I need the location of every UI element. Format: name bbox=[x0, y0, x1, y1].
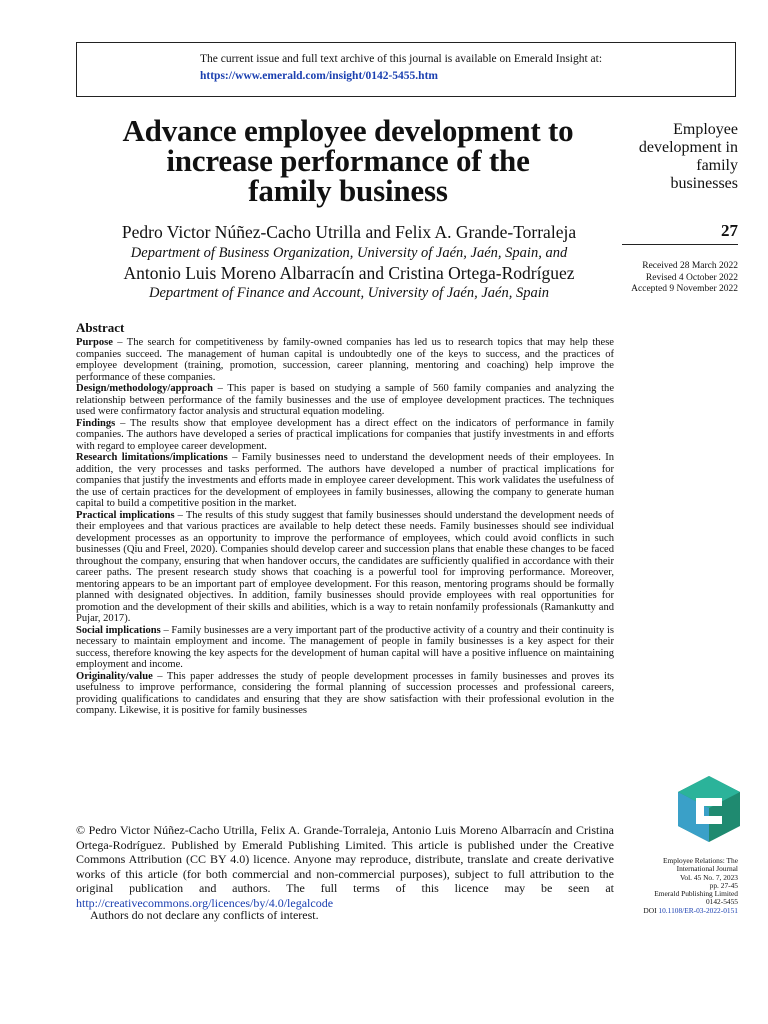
revised-date: Revised 4 October 2022 bbox=[645, 272, 738, 283]
journal-doi bbox=[600, 907, 738, 915]
journal-info bbox=[600, 857, 738, 915]
copyright-notice bbox=[76, 823, 614, 911]
article-dates bbox=[600, 261, 738, 296]
copyright-text: © Pedro Victor Núñez-Cacho Utrilla, Felix A. Grande-Torraleja, Antonio Luis Moreno Albarracín and Cristina Ortega-Rodríguez. Published by Emerald Publishing Limited. This article is published under the Creative Commons Attribution (CC BY 4.0) licence. Anyone may reproduce, distribute, translate and create derivative works of this article (for both commercial and non-commercial purposes), subject to full attribution to the original publication and authors. The full terms of this licence may be seen at bbox=[76, 823, 614, 896]
licence-link[interactable]: http://creativecommons.org/licences/by/4.0/legalcode bbox=[76, 895, 334, 910]
page-number: 27 bbox=[721, 221, 738, 240]
journal-name-line: International Journal bbox=[676, 864, 738, 874]
title-line-3: family business bbox=[248, 173, 448, 208]
abstract-practical bbox=[76, 510, 614, 625]
journal-volume: Vol. 45 No. 7, 2023 bbox=[680, 872, 738, 882]
running-title bbox=[620, 121, 738, 193]
received-date: Received 28 March 2022 bbox=[642, 261, 738, 271]
title-line-2: increase performance of the bbox=[166, 143, 530, 178]
abstract-limitations bbox=[76, 452, 614, 510]
running-title-line: Employee bbox=[673, 121, 738, 138]
doi-prefix: DOI bbox=[643, 905, 659, 915]
crossref-logo-icon[interactable] bbox=[678, 776, 740, 842]
affiliation-2: Department of Finance and Account, University of Jaén, Jaén, Spain bbox=[149, 285, 549, 301]
abstract-findings bbox=[76, 418, 614, 453]
social-label: Social implications bbox=[76, 624, 161, 636]
abstract-body bbox=[76, 337, 614, 717]
authors-line-2: Antonio Luis Moreno Albarracín and Cristina Ortega-Rodríguez bbox=[123, 263, 575, 283]
journal-issn: 0142-5455 bbox=[705, 897, 738, 907]
affiliation-1: Department of Business Organization, University of Jaén, Jaén, Spain, and bbox=[130, 245, 568, 261]
abstract-originality bbox=[76, 671, 614, 717]
article-title bbox=[70, 113, 626, 208]
running-title-line: businesses bbox=[670, 175, 738, 192]
title-line-1: Advance employee development to bbox=[122, 113, 574, 148]
findings-label: Findings bbox=[76, 417, 116, 429]
conflict-statement: Authors do not declare any conflicts of interest. bbox=[90, 908, 319, 922]
journal-notice-box bbox=[76, 42, 736, 97]
running-title-line: family bbox=[696, 157, 738, 174]
accepted-date: Accepted 9 November 2022 bbox=[631, 284, 738, 294]
purpose-text: – The search for competitiveness by family-owned companies has led us to research topics that may help these companies succeed. The management of human capital is undoubtedly one of the keys to success, and the practices of employee development (training, promotion, succession, career planning, mentoring and coaching) help improve the performance of these companies. bbox=[76, 337, 614, 383]
doi-link[interactable]: 10.1108/ER-03-2022-0151 bbox=[658, 905, 738, 915]
limitations-label: Research limitations/implications bbox=[76, 452, 228, 463]
authors-line-1: Pedro Victor Núñez-Cacho Utrilla and Felix A. Grande-Torraleja bbox=[121, 222, 577, 242]
abstract-social bbox=[76, 625, 614, 671]
journal-name-line: Employee Relations: The bbox=[663, 856, 738, 865]
running-title-line: development in bbox=[638, 139, 738, 156]
findings-text: – The results show that employee development has a direct effect on the indicators of performance in family companies. The authors have developed a series of practical implications for companies that justify investments in and efforts with regard to employee career development. bbox=[76, 417, 614, 452]
originality-text: – This paper addresses the study of people development processes in family businesses and proves its usefulness to improve performance, considering the formal planning of succession processes and professional careers, providing qualifications to candidates and ensuring that they are show satisfaction with their professional evolution in the company. Likewise, it is positive for family businesses bbox=[76, 670, 614, 716]
sidebar-divider bbox=[622, 244, 738, 245]
purpose-label: Purpose bbox=[76, 337, 113, 348]
social-text: – Family businesses are a very important part of the productive activity of a country and their continuity is necessary to maintain employment and income. The management of people in family businesses is a key aspect for their success, therefore knowing the key aspects for the development of human capital will have a positive influence on maintaining employment and income. bbox=[76, 624, 614, 670]
originality-label: Originality/value bbox=[76, 670, 153, 682]
notice-text: The current issue and full text archive of this journal is available on Emerald Insight at: bbox=[200, 53, 603, 65]
practical-text: – The results of this study suggest that family businesses should understand the development needs of their employees and that various practices are available to help detect these needs. Family businesses should see individual development processes as an opportunity to improve the performance of employees, which could avoid conflicts in such businesses (Qiu and Freel, 2020). Companies should develop career and succession plans that enable these changes to be faced throughout the company, ensuring that when handover occurs, the candidates are sufficiently qualified in accordance with their career paths. The present research study shows that coaching is a powerful tool for improving performance. Moreover, mentoring appears to be an important part of employee development. For this reason, mentoring programs should be formally planned with designated objectives. In addition, family businesses should provide employees with real opportunities for promotion and the development of their skills and abilities, which is a way to retain nonfamily professionals (Ramankutty and Pujar, 2017). bbox=[76, 509, 614, 624]
design-text: – This paper is based on studying a sample of 560 family companies and analyzing the relationship between performance of the family businesses and the use of employee development practices. The techniques used were confirmatory factor analysis and structural equation modeling. bbox=[76, 383, 614, 417]
journal-publisher: Emerald Publishing Limited bbox=[654, 889, 738, 899]
design-label: Design/methodology/approach bbox=[76, 383, 213, 394]
abstract-heading: Abstract bbox=[76, 320, 125, 335]
abstract-design bbox=[76, 383, 614, 418]
limitations-text: – Family businesses need to understand the development needs of their employees. In addition, the very processes and tasks performed. The authors have developed a number of practical implications for companies that justify the investments and efforts made in employee career development. This work validates the usefulness of the use of certain practices for the development of employees in family businesses, allowing the company to generate human capital to build a competitive position in the market. bbox=[76, 452, 614, 509]
abstract-purpose bbox=[76, 337, 614, 383]
journal-url-link[interactable]: https://www.emerald.com/insight/0142-5455.htm bbox=[200, 70, 438, 82]
practical-label: Practical implications bbox=[76, 509, 175, 521]
journal-pages: pp. 27-45 bbox=[709, 880, 738, 890]
